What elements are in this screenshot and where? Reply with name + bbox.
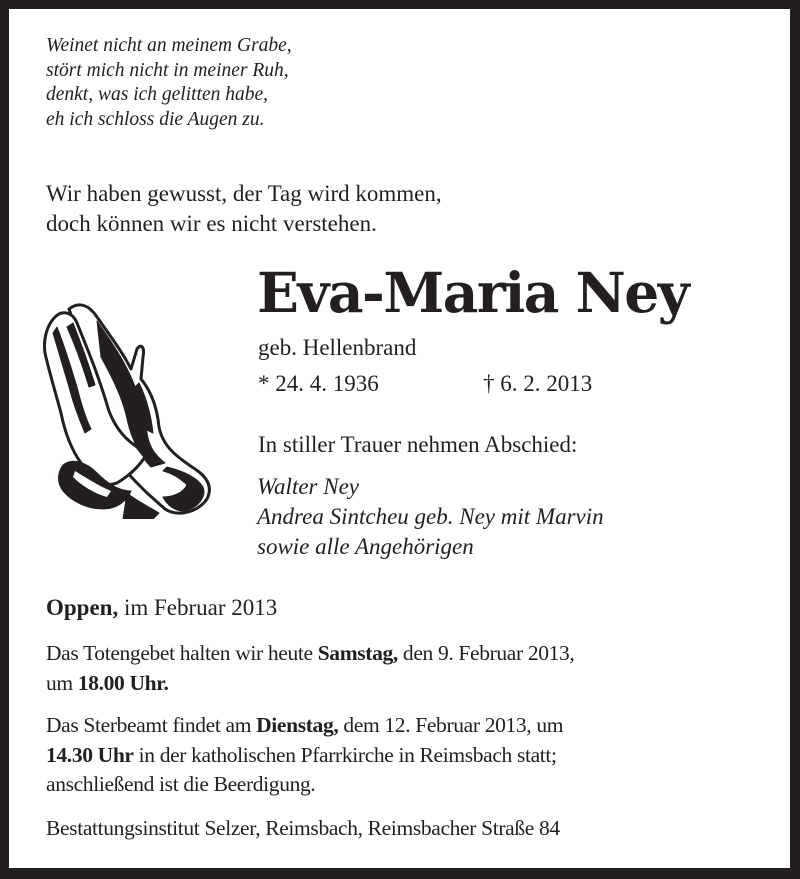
prayer-text: Das Totengebet halten wir heute xyxy=(46,641,318,665)
burial-note: anschließend ist die Beerdigung. xyxy=(46,772,316,796)
poem xyxy=(46,34,292,132)
requiem-location: in der katholischen Pfarrkirche in Reimsbach statt; xyxy=(133,742,557,767)
place-date xyxy=(46,593,277,623)
requiem-info xyxy=(46,711,563,800)
mourner: Andrea Sintcheu geb. Ney mit Marvin xyxy=(257,504,604,529)
requiem-time: 14.30 Uhr xyxy=(46,742,134,767)
death-cross-icon: † xyxy=(483,371,495,396)
verse-line: doch können wir es nicht verstehen. xyxy=(46,211,377,236)
maiden-name: geb. Hellenbrand xyxy=(258,335,417,360)
birth-date: 24. 4. 1936 xyxy=(275,371,379,396)
place: Oppen, xyxy=(46,595,119,620)
verse-line: Wir haben gewusst, der Tag wird kommen, xyxy=(46,181,442,206)
funeral-home: Bestattungsinstitut Selzer, Reimsbach, Reimsbacher Straße 84 xyxy=(46,816,560,840)
prayer-text: um xyxy=(46,670,78,695)
date: im Februar 2013 xyxy=(118,595,278,620)
prayer-day: Samstag, xyxy=(317,641,398,665)
praying-hands-icon xyxy=(27,287,217,519)
poem-line: denkt, was ich gelitten habe, xyxy=(46,84,269,105)
death-date: 6. 2. 2013 xyxy=(500,371,593,396)
prayer-time: 18.00 Uhr. xyxy=(77,670,169,695)
deceased-name: Eva-Maria Ney xyxy=(257,260,689,325)
mourner: Walter Ney xyxy=(257,474,359,499)
death-date-group xyxy=(483,369,592,399)
requiem-date: dem 12. Februar 2013, um xyxy=(338,713,564,737)
birth-date-group xyxy=(258,369,379,399)
birth-star-icon: * xyxy=(258,371,270,396)
obituary-notice xyxy=(9,9,790,868)
prayer-date: den 9. Februar 2013, xyxy=(397,641,575,665)
poem-line: stört mich nicht in meiner Ruh, xyxy=(46,59,289,81)
mourners-list xyxy=(257,472,604,562)
verse xyxy=(46,179,442,239)
requiem-day: Dienstag, xyxy=(256,713,339,737)
poem-line: eh ich schloss die Augen zu. xyxy=(46,108,265,130)
mourner: sowie alle Angehörigen xyxy=(257,534,474,559)
mourning-heading: In stiller Trauer nehmen Abschied: xyxy=(258,432,578,457)
prayer-info xyxy=(46,639,574,698)
poem-line: Weinet nicht an meinem Grabe, xyxy=(46,35,292,56)
requiem-text: Das Sterbeamt findet am xyxy=(46,713,257,737)
